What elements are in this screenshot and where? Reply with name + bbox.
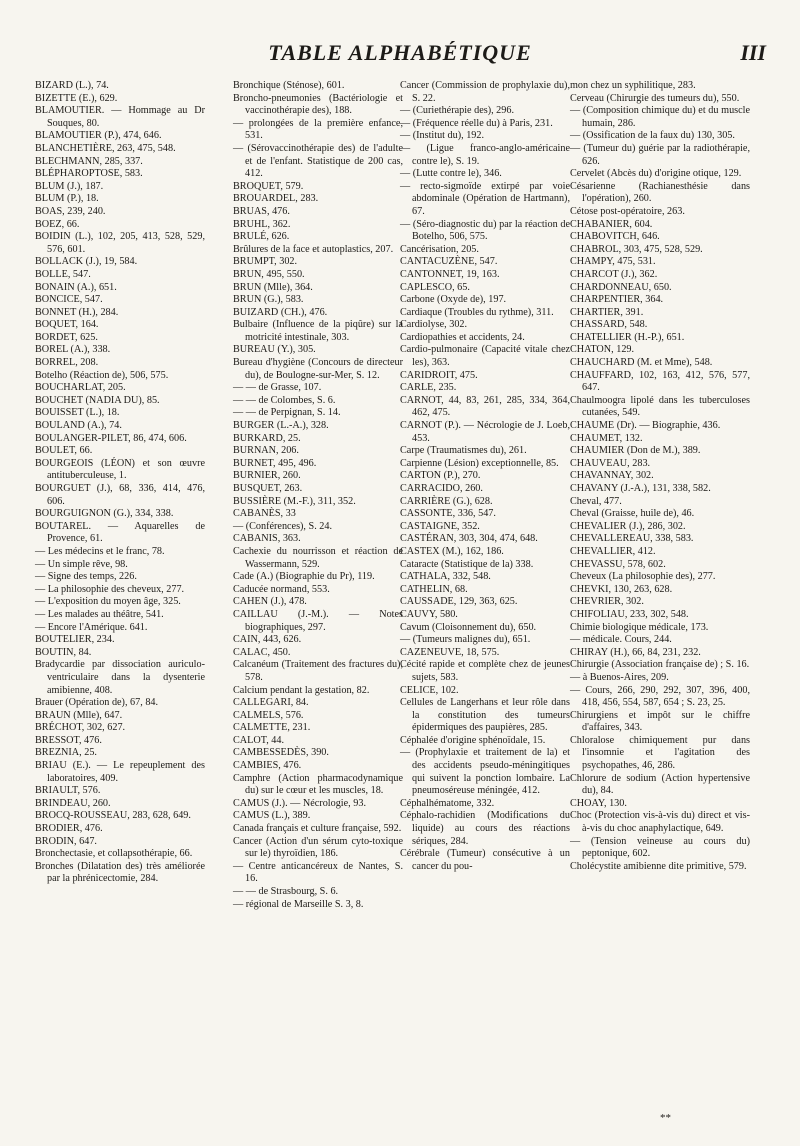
index-entry: BRUN (G.), 583. <box>233 294 304 306</box>
index-entry: — — de Strasbourg, S. 6. <box>233 886 339 897</box>
index-entry: CHAUMIER (Don de M.), 389. <box>570 445 701 457</box>
index-entry: — — de Perpignan, S. 14. <box>233 407 341 419</box>
index-entry: Chirurgiens et impôt sur le chiffre d'affaires, 343. <box>570 709 750 734</box>
index-entry: Chlorure de sodium (Action hypertensive du), 84. <box>570 772 750 797</box>
index-entry: BRUN (Mlle), 364. <box>233 281 313 293</box>
index-entry: CAMUS (L.), 389. <box>233 810 311 822</box>
index-entry: Césarienne (Rachianesthésie dans l'opération), 260. <box>570 180 750 205</box>
index-entry: BONNET (H.), 284. <box>35 306 119 318</box>
index-entry: Cheveux (La philosophie des), 277. <box>570 571 716 583</box>
index-entry: Céphalhématome, 332. <box>400 797 495 809</box>
index-entry: BORREL, 208. <box>35 357 99 369</box>
index-entry: — à Buenos-Aires, 209. <box>570 671 669 683</box>
index-entry: BOURGUET (J.), 68, 336, 414, 476, 606. <box>35 483 205 507</box>
index-entry: BRINDEAU, 260. <box>35 797 111 809</box>
index-entry: Cholécystite amibienne dite primitive, 579. <box>570 860 747 872</box>
index-entry: CAUVY, 580. <box>400 608 458 620</box>
index-entry: — (Prophylaxie et traitement de la) et des accidents pseudo-méningitiques qui suivent la ponction lombaire. La pneumoséreuse méningée, 412. <box>400 747 570 797</box>
index-entry: — régional de Marseille S. 3, 8. <box>233 898 364 910</box>
index-entry: CHOAY, 130. <box>570 797 627 809</box>
index-entry: BUSSIÈRE (M.-F.), 311, 352. <box>233 495 356 507</box>
index-entry: Chaulmoogra lipolé dans les tuberculoses cutanées, 549. <box>570 394 750 419</box>
index-entry: Chloralose chimiquement pur dans l'insomnie et l'agitation des psychopathes, 46, 286. <box>570 734 750 772</box>
index-entry: BOUTELIER, 234. <box>35 634 115 646</box>
index-entry: CHEVKI, 130, 263, 628. <box>570 583 673 595</box>
index-entry: — (Tumeurs malignes du), 651. <box>400 634 531 646</box>
index-entry: Cervelet (Abcès du) d'origine otique, 129. <box>570 168 742 180</box>
index-entry: — Les malades au théâtre, 541. <box>35 608 164 620</box>
index-entry: BRAUN (Mlle), 647. <box>35 709 123 721</box>
index-entry: CAPLESCO, 65. <box>400 281 470 293</box>
index-entry: CHABANIER, 604. <box>570 218 653 230</box>
index-entry: Carbone (Oxyde de), 197. <box>400 294 507 306</box>
index-entry: CHAMPY, 475, 531. <box>570 256 656 268</box>
index-entry: Cardiaque (Troubles du rythme), 311. <box>400 306 554 318</box>
index-entry: Cataracte (Statistique de la) 338. <box>400 558 534 570</box>
index-entry: BOUTAREL. — Aquarelles de Provence, 61. <box>35 520 205 545</box>
index-entry: CANTONNET, 19, 163. <box>400 268 500 280</box>
index-entry: Bureau d'hygiène (Concours de directeur du), de Boulogne-sur-Mer, S. 12. <box>233 357 403 381</box>
index-entry: — La philosophie des cheveux, 277. <box>35 583 185 595</box>
index-entry: Bronchique (Sténose), 601. <box>233 80 345 91</box>
index-entry: Bradycardie par dissociation auriculo-ventriculaire dans la dysenterie amibienne, 408. <box>35 659 205 696</box>
index-entry: — — de Colombes, S. 6. <box>233 394 336 406</box>
index-entry: Cancer (Action d'un sérum cyto-toxique sur le) thyroïdien, 186. <box>233 835 403 860</box>
index-entry: BURGER (L.-A.), 328. <box>233 420 329 432</box>
index-entry: CAMBIES, 476. <box>233 760 302 772</box>
index-entry: Cade (A.) (Biographie du Pr), 119. <box>233 571 375 583</box>
index-entry: Bronches (Dilatation des) très améliorée par la phrénicectomie, 284. <box>35 860 205 885</box>
index-entry: CAUSSADE, 129, 363, 625. <box>400 596 518 608</box>
index-entry: BLÉPHAROPTOSE, 583. <box>35 168 143 180</box>
index-column-1 <box>35 80 205 886</box>
index-entry: BROUARDEL, 283. <box>233 193 319 205</box>
index-entry: — (Tension veineuse au cours du) peptonique, 602. <box>570 835 750 860</box>
index-entry: Calcanéum (Traitement des fractures du), 578. <box>233 659 403 683</box>
index-entry: mon chez un syphilitique, 283. <box>570 80 696 91</box>
index-entry: CABANÈS, 33 <box>233 508 296 520</box>
index-entry: Cellules de Langerhans et leur rôle dans la constitution des tumeurs épidermiques des paupières, 285. <box>400 697 570 734</box>
index-entry: CHARDONNEAU, 650. <box>570 281 672 293</box>
index-entry: CHAUMET, 132. <box>570 432 643 444</box>
index-entry: — Encore l'Amérique. 641. <box>35 621 148 633</box>
index-entry: Céphalo-rachidien (Modifications du liquide) au cours des réactions sériques, 284. <box>400 810 570 847</box>
index-entry: BIZETTE (E.), 629. <box>35 92 118 104</box>
index-entry: CHEVRIER, 302. <box>570 596 644 608</box>
index-entry: CHIFOLIAU, 233, 302, 548. <box>570 608 689 620</box>
index-entry: CALAC, 450. <box>233 646 291 658</box>
index-entry: BOUCHET (NADIA DU), 85. <box>35 394 160 406</box>
index-entry: BUIZARD (CH.), 476. <box>233 306 328 318</box>
index-entry: — recto-sigmoïde extirpé par voie abdominale (Opération de Hartmann), 67. <box>400 180 570 217</box>
index-entry: CHARPENTIER, 364. <box>570 294 664 306</box>
index-entry: BRODIER, 476. <box>35 823 103 835</box>
index-entry: CHABOVITCH, 646. <box>570 231 660 243</box>
index-entry: BRULÉ, 626. <box>233 231 290 243</box>
index-column-4 <box>570 80 750 873</box>
index-entry: CARRACIDO, 260. <box>400 483 483 494</box>
index-column-2 <box>233 80 403 911</box>
index-entry: Cheval, 477. <box>570 495 622 507</box>
index-entry: — (Tumeur du) guérie par la radiothérapie, 626. <box>570 142 750 167</box>
index-entry: Calcium pendant la gestation, 82. <box>233 684 370 696</box>
index-entry: Brauer (Opération de), 67, 84. <box>35 697 159 709</box>
index-entry: CALOT, 44. <box>233 734 285 746</box>
index-entry: BUSQUET, 263. <box>233 483 303 494</box>
index-entry: Chimie biologique médicale, 173. <box>570 621 709 633</box>
index-entry: CHABROL, 303, 475, 528, 529. <box>570 243 703 255</box>
index-entry: — (Lutte contre le), 346. <box>400 168 502 180</box>
index-entry: BONCICE, 547. <box>35 294 103 306</box>
index-entry: Cécité rapide et complète chez de jeunes sujets, 583. <box>400 659 570 683</box>
index-entry: Carpienne (Lésion) exceptionnelle, 85. <box>400 457 559 469</box>
index-entry: CHAUVEAU, 283. <box>570 457 651 469</box>
index-entry: BLAMOUTIER. — Hommage au Dr Souques, 80. <box>35 105 205 129</box>
index-entry: BUREAU (Y.), 305. <box>233 344 316 356</box>
index-entry: Carpe (Traumatismes du), 261. <box>400 445 527 457</box>
index-entry: Botelho (Réaction de), 506, 575. <box>35 369 169 381</box>
index-entry: — Cours, 266, 290, 292, 307, 396, 400, 418, 456, 554, 587, 654 ; S. 23, 25. <box>570 684 750 709</box>
index-entry: BOUTIN, 84. <box>35 646 92 658</box>
index-entry: BROCQ-ROUSSEAU, 283, 628, 649. <box>35 810 191 822</box>
index-entry: CATHALA, 332, 548. <box>400 571 491 583</box>
index-entry: — (Séro-diagnostic du) par la réaction de Botelho, 506, 575. <box>400 218 570 243</box>
index-entry: BROQUET, 579. <box>233 180 304 192</box>
index-entry: — Un simple rêve, 98. <box>35 558 128 570</box>
index-entry: CHEVALLEREAU, 338, 583. <box>570 533 694 545</box>
index-entry: — (Ossification de la faux du) 130, 305. <box>570 130 735 142</box>
printer-mark: ** <box>660 1112 671 1124</box>
index-entry: BOAS, 239, 240. <box>35 205 106 217</box>
index-entry: BOULANGER-PILET, 86, 474, 606. <box>35 432 187 444</box>
index-entry: Cétose post-opératoire, 263. <box>570 205 685 217</box>
index-entry: — prolongées de la première enfance, 531. <box>233 117 403 142</box>
index-entry: Cardiolyse, 302. <box>400 319 468 331</box>
index-entry: BRIAU (E.). — Le repeuplement des laboratoires, 409. <box>35 760 205 784</box>
index-column-3 <box>400 80 570 873</box>
index-entry: CARTON (P.), 270. <box>400 470 481 482</box>
page-title: TABLE ALPHABÉTIQUE <box>268 40 532 65</box>
index-entry: — (Sérovaccinothérapie des) de l'adulte et de l'enfant. Statistique de 200 cas, 412. <box>233 142 403 180</box>
index-entry: BLECHMANN, 285, 337. <box>35 155 143 167</box>
index-entry: CHARTIER, 391. <box>570 306 644 318</box>
index-entry: Brûlures de la face et autoplastics, 207. <box>233 243 394 255</box>
index-entry: BLANCHETIÈRE, 263, 475, 548. <box>35 142 176 154</box>
index-entry: CASTÉRAN, 303, 304, 474, 648. <box>400 533 538 545</box>
index-entry: CARNOT (P.). — Nécrologie de J. Loeb, 453. <box>400 420 570 444</box>
index-entry: BRUHL, 362. <box>233 218 291 230</box>
index-entry: Camphre (Action pharmacodynamique du) sur le cœur et les muscles, 18. <box>233 772 403 797</box>
index-entry: Cheval (Graisse, huile de), 46. <box>570 508 695 520</box>
index-entry: BOQUET, 164. <box>35 319 99 331</box>
index-entry: Cerveau (Chirurgie des tumeurs du), 550. <box>570 92 740 104</box>
index-entry: Bronchectasie, et collapsothérapie, 66. <box>35 848 193 860</box>
index-entry: BRESSOT, 476. <box>35 734 102 746</box>
index-entry: BONAIN (A.), 651. <box>35 281 117 293</box>
index-entry: — (Fréquence réelle du) à Paris, 231. <box>400 117 553 129</box>
index-entry: BRÉCHOT, 302, 627. <box>35 722 126 734</box>
index-entry: CHAUCHARD (M. et Mme), 548. <box>570 357 713 369</box>
index-entry: CHEVASSU, 578, 602. <box>570 558 666 570</box>
index-entry: CARNOT, 44, 83, 261, 285, 334, 364, 462, 475. <box>400 394 570 419</box>
index-entry: Cavum (Cloisonnement du), 650. <box>400 621 537 633</box>
index-entry: BOEZ, 66. <box>35 218 80 230</box>
index-entry: BURNET, 495, 496. <box>233 457 317 469</box>
index-entry: BLUM (J.), 187. <box>35 180 104 192</box>
index-entry: BRUAS, 476. <box>233 205 290 217</box>
index-entry: Cardio-pulmonaire (Capacité vitale chez les), 363. <box>400 344 570 369</box>
index-entry: Broncho-pneumonies (Bactériologie et vaccinothérapie des), 188. <box>233 92 403 117</box>
index-entry: CANTACUZÈNE, 547. <box>400 256 498 268</box>
index-entry: — Signe des temps, 226. <box>35 571 137 583</box>
index-entry: CAZENEUVE, 18, 575. <box>400 646 500 658</box>
index-entry: CALLEGARI, 84. <box>233 697 309 709</box>
page-number: III <box>740 40 766 65</box>
index-entry: CHAUFFARD, 102, 163, 412, 576, 577, 647. <box>570 369 750 394</box>
index-entry: CHARCOT (J.), 362. <box>570 268 658 280</box>
index-entry: CARRIÈRE (G.), 628. <box>400 495 493 507</box>
index-entry: BOLLACK (J.), 19, 584. <box>35 256 138 268</box>
index-entry: BORDET, 625. <box>35 331 98 343</box>
index-entry: CALMELS, 576. <box>233 709 304 721</box>
index-entry: CAHEN (J.), 478. <box>233 596 307 608</box>
index-entry: CHAVANY (J.-A.), 131, 338, 582. <box>570 483 711 494</box>
index-entry: CELICE, 102. <box>400 684 459 696</box>
index-entry: CASSONTE, 336, 547. <box>400 508 496 520</box>
index-entry: CABANIS, 363. <box>233 533 301 545</box>
index-entry: — (Institut du), 192. <box>400 130 485 142</box>
index-entry: CHEVALLIER, 412. <box>570 545 656 557</box>
index-entry: CAILLAU (J.-M.). — Notes biographiques, 297. <box>233 608 403 633</box>
index-entry: BURNIER, 260. <box>233 470 301 482</box>
index-entry: — Centre anticancéreux de Nantes, S. 16. <box>233 860 403 885</box>
index-entry: — (Conférences), S. 24. <box>233 520 333 532</box>
index-entry: BOURGEOIS (LÉON) et son œuvre antituberculeuse, 1. <box>35 457 205 482</box>
index-entry: BRUN, 495, 550. <box>233 268 305 280</box>
index-entry: BOLLE, 547. <box>35 268 91 280</box>
index-entry: Cancérisation, 205. <box>400 243 479 255</box>
index-entry: BLUM (P.), 18. <box>35 193 99 205</box>
index-entry: — (Curiethérapie des), 296. <box>400 105 515 117</box>
index-entry: BRUMPT, 302. <box>233 256 298 268</box>
page-header <box>0 40 800 70</box>
index-entry: Choc (Protection vis-à-vis du) direct et vis-à-vis du choc anaphylactique, 649. <box>570 810 750 835</box>
index-entry: — L'exposition du moyen âge, 325. <box>35 596 181 608</box>
index-entry: CHATON, 129. <box>570 344 635 356</box>
index-entry: BIZARD (L.), 74. <box>35 80 109 91</box>
index-entry: Bulbaire (Influence de la piqûre) sur la motricité intestinale, 303. <box>233 319 403 343</box>
index-entry: BOULAND (A.), 74. <box>35 420 122 432</box>
index-entry: Chirurgie (Association française de) ; S. 16. <box>570 659 750 671</box>
index-entry: BOUCHARLAT, 205. <box>35 382 126 394</box>
index-entry: CARLE, 235. <box>400 382 457 394</box>
index-entry: BURKARD, 25. <box>233 432 301 444</box>
index-entry: Canada français et culture française, 592. <box>233 823 402 835</box>
index-entry: BLAMOUTIER (P.), 474, 646. <box>35 130 162 142</box>
index-entry: — Les médecins et le franc, 78. <box>35 545 165 557</box>
index-entry: BRIAULT, 576. <box>35 785 101 797</box>
index-entry: CATHELIN, 68. <box>400 583 468 595</box>
index-entry: CHAUME (Dr). — Biographie, 436. <box>570 420 721 432</box>
index-entry: BOUISSET (L.), 18. <box>35 407 120 419</box>
index-entry: BOULET, 66. <box>35 445 93 457</box>
index-entry: Cancer (Commission de prophylaxie du), S. 22. <box>400 80 570 104</box>
index-entry: CASTEX (M.), 162, 186. <box>400 545 504 557</box>
index-entry: CAMBESSEDÈS, 390. <box>233 747 329 759</box>
index-entry: CHAVANNAY, 302. <box>570 470 654 482</box>
index-entry: BREZNIA, 25. <box>35 747 97 759</box>
index-entry: CAIN, 443, 626. <box>233 634 302 646</box>
index-entry: Cardiopathies et accidents, 24. <box>400 331 525 343</box>
index-entry: CHIRAY (H.), 66, 84, 231, 232. <box>570 646 701 658</box>
index-entry: CAMUS (J.). — Nécrologie, 93. <box>233 797 366 809</box>
index-entry: BRODIN, 647. <box>35 835 97 847</box>
index-entry: — médicale. Cours, 244. <box>570 634 672 646</box>
index-entry: BURNAN, 206. <box>233 445 299 457</box>
index-entry: Céphalée d'origine sphénoïdale, 15. <box>400 734 546 746</box>
index-entry: BOIDIN (L.), 102, 205, 413, 528, 529, 576, 601. <box>35 231 205 255</box>
index-entry: — (Ligue franco-anglo-américaine contre le), S. 19. <box>400 142 570 167</box>
index-entry: BOURGUIGNON (G.), 334, 338. <box>35 508 174 520</box>
index-entry: — (Composition chimique du) et du muscle humain, 286. <box>570 105 750 129</box>
index-entry: Cachexie du nourrisson et réaction de Wassermann, 529. <box>233 545 403 570</box>
index-entry: CHATELLIER (H.-P.), 651. <box>570 331 685 343</box>
index-entry: CHEVALIER (J.), 286, 302. <box>570 520 686 532</box>
index-entry: CASTAIGNE, 352. <box>400 520 480 532</box>
index-entry: CHASSARD, 548. <box>570 319 648 331</box>
index-entry: — — de Grasse, 107. <box>233 382 322 394</box>
index-entry: CALMETTE, 231. <box>233 722 311 734</box>
index-entry: CARIDROIT, 475. <box>400 369 478 381</box>
index-entry: BOREL (A.), 338. <box>35 344 111 356</box>
index-entry: Caducée normand, 553. <box>233 583 330 595</box>
index-entry: Cérébrale (Tumeur) consécutive à un cancer du pou- <box>400 848 570 872</box>
